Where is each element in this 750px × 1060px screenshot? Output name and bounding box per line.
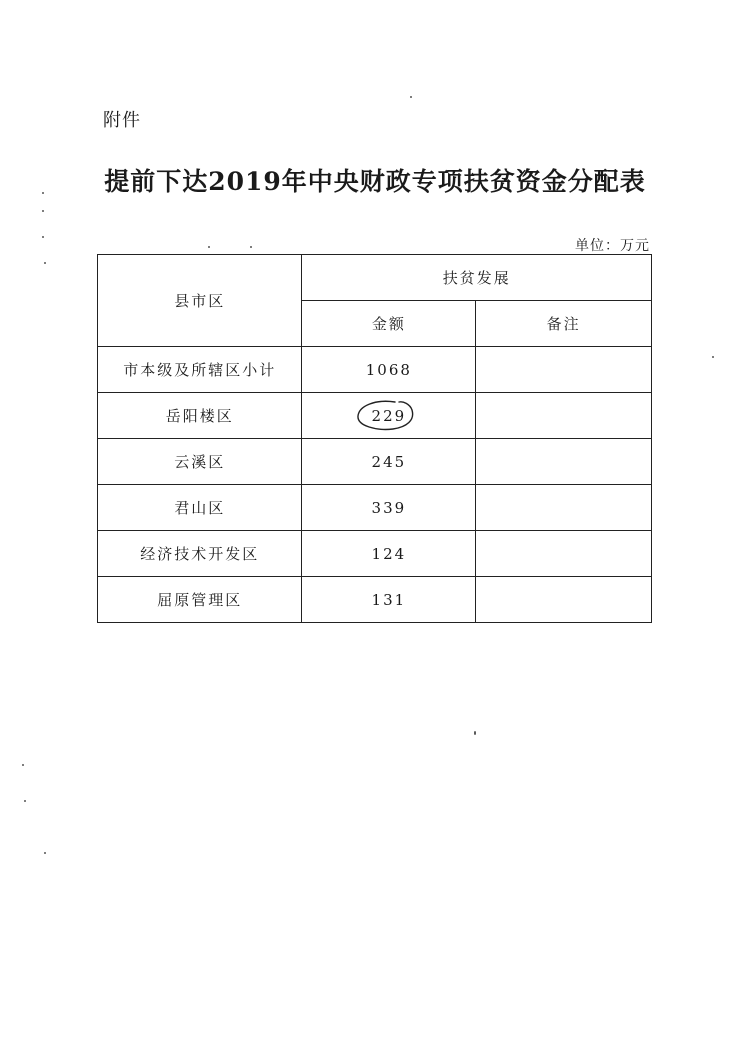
header-note: 备注 bbox=[476, 301, 652, 347]
document-title: 提前下达2019年中央财政专项扶贫资金分配表 bbox=[104, 167, 646, 196]
scan-speck bbox=[44, 262, 46, 264]
header-poverty-development: 扶贫发展 bbox=[302, 255, 652, 301]
scan-speck bbox=[42, 236, 44, 238]
table-row bbox=[98, 531, 652, 577]
row-note bbox=[476, 577, 652, 623]
header-amount: 金额 bbox=[302, 301, 476, 347]
table-row bbox=[98, 485, 652, 531]
row-amount: 229 bbox=[371, 406, 407, 425]
scan-speck bbox=[44, 852, 46, 854]
row-note bbox=[476, 439, 652, 485]
row-amount-circled bbox=[302, 393, 476, 439]
table-row bbox=[98, 439, 652, 485]
allocation-table bbox=[97, 254, 652, 623]
row-name: 经济技术开发区 bbox=[98, 531, 302, 577]
scan-speck bbox=[474, 731, 476, 735]
row-name: 云溪区 bbox=[98, 439, 302, 485]
row-name: 岳阳楼区 bbox=[98, 393, 302, 439]
row-note bbox=[476, 347, 652, 393]
scan-speck bbox=[410, 96, 412, 98]
scan-speck bbox=[208, 246, 210, 248]
row-name: 君山区 bbox=[98, 485, 302, 531]
scan-speck bbox=[42, 210, 44, 212]
header-county: 县市区 bbox=[98, 255, 302, 347]
row-amount: 245 bbox=[302, 439, 476, 485]
table-row bbox=[98, 393, 652, 439]
scan-speck bbox=[42, 192, 44, 194]
row-note bbox=[476, 485, 652, 531]
row-amount: 124 bbox=[302, 531, 476, 577]
scan-speck bbox=[250, 246, 252, 248]
row-name: 屈原管理区 bbox=[98, 577, 302, 623]
table-row bbox=[98, 577, 652, 623]
row-amount: 131 bbox=[302, 577, 476, 623]
row-note bbox=[476, 531, 652, 577]
row-amount: 339 bbox=[302, 485, 476, 531]
row-amount: 1068 bbox=[302, 347, 476, 393]
scan-speck bbox=[24, 800, 26, 802]
scan-speck bbox=[712, 356, 714, 358]
row-name: 市本级及所辖区小计 bbox=[98, 347, 302, 393]
attachment-label: 附件 bbox=[103, 110, 141, 131]
unit-label: 单位：万元 bbox=[575, 238, 650, 254]
row-note bbox=[476, 393, 652, 439]
table-header-row bbox=[98, 255, 652, 301]
table-row bbox=[98, 347, 652, 393]
scan-speck bbox=[22, 764, 24, 766]
